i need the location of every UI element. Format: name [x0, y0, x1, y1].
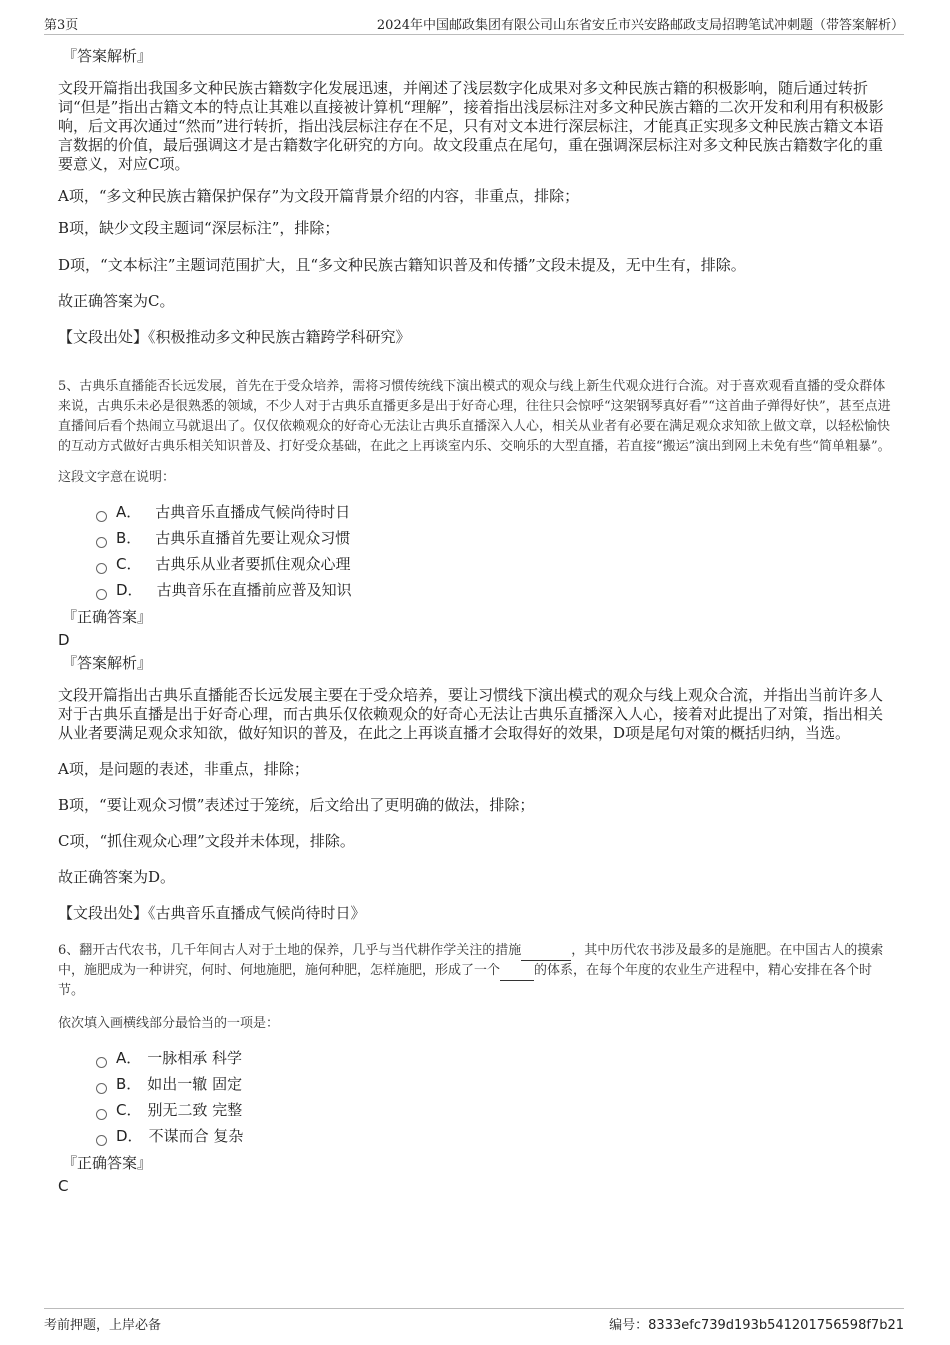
q6-option-b[interactable] — [96, 1071, 896, 1097]
radio-icon[interactable] — [96, 537, 107, 548]
option-letter: C． — [116, 1101, 142, 1119]
q6-stem-part2: ，其中历代农书涉及最多的是施肥。在中国古人的摸索中，施肥成为一种讲究，何时、何地施肥，施何种肥，怎样施肥，形成了一个 — [58, 943, 884, 978]
q5-option-b[interactable] — [96, 525, 896, 551]
q5-answer: D — [58, 631, 70, 649]
q6-stem-part1: 6、翻开古代农书，几千年间古人对于土地的保养，几乎与当代耕作学关注的措施 — [58, 943, 522, 958]
question-5 — [58, 377, 896, 923]
blank-2 — [500, 966, 534, 981]
code-label: 编号： — [609, 1318, 649, 1333]
q5-analysis-label: 『答案解析』 — [62, 654, 153, 672]
radio-icon[interactable] — [96, 1083, 107, 1094]
q5-answer-label: 『正确答案』 — [62, 608, 153, 626]
page-number: 第3页 — [44, 18, 79, 33]
q6-answer: C — [58, 1177, 69, 1195]
q5-prompt: 这段文字意在说明： — [58, 470, 176, 485]
q4-conclusion: 故正确答案为C。 — [58, 292, 175, 310]
q5-options — [58, 499, 896, 603]
q4-analysis-section — [58, 46, 896, 347]
q5-option-c[interactable] — [96, 551, 896, 577]
q4-option-a-note: A项，“多文种民族古籍保护保存”为文段开篇背景介绍的内容，非重点，排除； — [58, 187, 580, 205]
option-text: 古典音乐在直播前应普及知识 — [156, 581, 352, 599]
option-letter: D． — [116, 581, 143, 599]
q5-option-d[interactable] — [96, 577, 896, 603]
radio-icon[interactable] — [96, 589, 107, 600]
q6-answer-label: 『正确答案』 — [62, 1154, 153, 1172]
q6-option-d[interactable] — [96, 1123, 896, 1149]
option-text: 古典乐直播首先要让观众习惯 — [155, 529, 351, 547]
option-text: 古典乐从业者要抓住观众心理 — [155, 555, 351, 573]
q6-option-a[interactable] — [96, 1045, 896, 1071]
q5-analysis-text: 文段开篇指出古典乐直播能否长远发展主要在于受众培养，要让习惯线下演出模式的观众与线上观众合流，并指出当前许多人对于古典乐直播是出于好奇心理，而古典乐仅依赖观众的好奇心无法让古典乐直播深入人心，接着对此提出了对策，指出相关从业者要满足观众求知欲，做好知识的普及，在此之上再谈直播才会取得好的效果，D项是尾句对策的概括归纳，当选。 — [58, 686, 884, 742]
q6-prompt: 依次填入画横线部分最恰当的一项是： — [58, 1016, 280, 1031]
radio-icon[interactable] — [96, 511, 107, 522]
page-content — [58, 46, 896, 1196]
page-header — [44, 12, 904, 35]
document-code — [609, 1314, 904, 1333]
q4-option-d-note: D项，“文本标注”主题词范围扩大，且“多文种民族古籍知识普及和传播”文段未提及，无中生有，排除。 — [58, 256, 746, 274]
option-letter: A． — [116, 1049, 142, 1067]
radio-icon[interactable] — [96, 1109, 107, 1120]
q5-conclusion: 故正确答案为D。 — [58, 868, 176, 886]
q4-analysis-label: 『答案解析』 — [62, 47, 153, 65]
q5-stem: 5、古典乐直播能否长远发展，首先在于受众培养，需将习惯传统线下演出模式的观众与线上新生代观众进行合流。对于喜欢观看直播的受众群体来说，古典乐未必是很熟悉的领域，不少人对于古典乐直播更多是出于好奇心理，往往只会惊呼“这架钢琴真好看”“这首曲子弹得好快”，甚至点进直播间后看个热闹立马就退出了。仅仅依赖观众的好奇心无法让古典乐直播深入人心，相关从业者有必要在满足观众求知欲上做文章，以轻松愉快的互动方式做好古典乐相关知识普及、打好受众基础，在此之上再谈室内乐、交响乐的大型直播，若直接“搬运”演出到网上未免有些“简单粗暴”。 — [58, 379, 891, 454]
option-letter: A． — [116, 503, 142, 521]
q5-option-a[interactable] — [96, 499, 896, 525]
q5-source: 【文段出处】《古典音乐直播成气候尚待时日》 — [58, 904, 366, 922]
radio-icon[interactable] — [96, 563, 107, 574]
radio-icon[interactable] — [96, 1057, 107, 1068]
option-text: 古典音乐直播成气候尚待时日 — [155, 503, 351, 521]
q5-option-b-note: B项，“要让观众习惯”表述过于笼统，后文给出了更明确的做法，排除； — [58, 796, 535, 814]
q6-stem-part3: 的体系，在每个年度的农业生产进程中，精心安排在各个时节。 — [58, 963, 873, 998]
option-letter: B． — [116, 1075, 142, 1093]
q4-source: 【文段出处】《积极推动多文种民族古籍跨学科研究》 — [58, 328, 411, 346]
question-6 — [58, 941, 896, 1196]
q4-analysis-text: 文段开篇指出我国多文种民族古籍数字化发展迅速，并阐述了浅层数字化成果对多文种民族古籍的积极影响，随后通过转折词“但是”指出古籍文本的特点让其难以直接被计算机“理解”，接着指出浅层标注对多文种民族古籍的二次开发和利用有积极影响，后文再次通过“然而”进行转折，指出浅层标注存在不足，只有对文本进行深层标注，才能真正实现多文种民族古籍文本语言数据的价值，最后强调这才是古籍数字化研究的方向。故文段重点在尾句，重在强调深层标注对多文种民族古籍数字化的重要意义，对应C项。 — [58, 79, 884, 173]
q5-option-a-note: A项，是问题的表述，非重点，排除； — [58, 760, 309, 778]
page-footer — [44, 1308, 904, 1331]
blank-1 — [521, 946, 571, 961]
footer-slogan: 考前押题，上岸必备 — [44, 1318, 162, 1333]
option-text: 不谋而合 复杂 — [148, 1127, 244, 1145]
option-text: 一脉相承 科学 — [147, 1049, 243, 1067]
q5-option-c-note: C项，“抓住观众心理”文段并未体现，排除。 — [58, 832, 355, 850]
option-text: 别无二致 完整 — [147, 1101, 243, 1119]
q4-option-b-note: B项，缺少文段主题词“深层标注”，排除； — [58, 219, 340, 237]
code-value: 8333efc739d193b541201756598f7b21 — [648, 1318, 904, 1333]
document-title: 2024年中国邮政集团有限公司山东省安丘市兴安路邮政支局招聘笔试冲刺题（带答案解析） — [376, 18, 904, 33]
option-letter: B． — [116, 529, 142, 547]
option-letter: D． — [116, 1127, 143, 1145]
option-text: 如出一辙 固定 — [147, 1075, 243, 1093]
q6-options — [58, 1045, 896, 1149]
q6-stem — [58, 941, 896, 1001]
option-letter: C． — [116, 555, 142, 573]
radio-icon[interactable] — [96, 1135, 107, 1146]
q6-option-c[interactable] — [96, 1097, 896, 1123]
